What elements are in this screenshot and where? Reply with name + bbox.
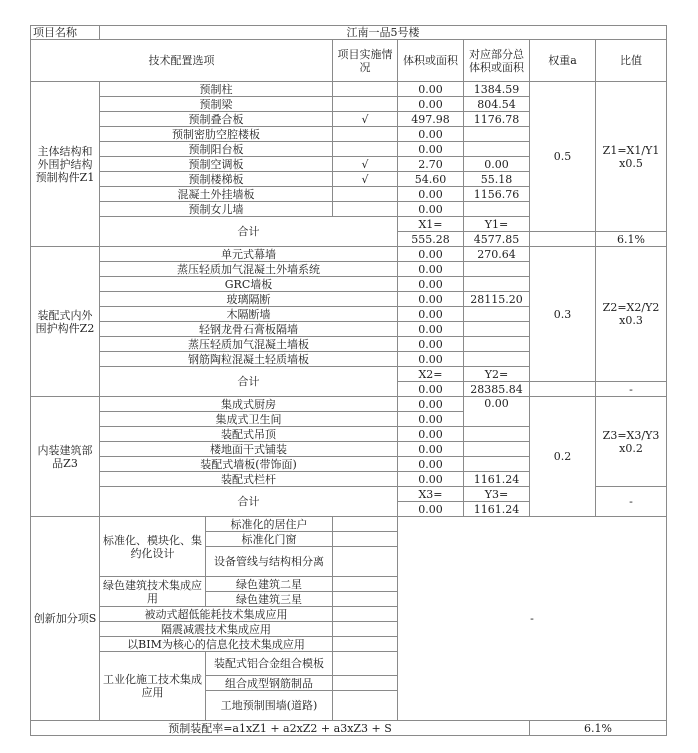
- z3-item-value: 0.00: [398, 397, 464, 412]
- footer-formula: 预制装配率=a1xZ1 + a2xZ2 + a3xZ3 + S: [31, 721, 530, 736]
- z3-item-value: 0.00: [398, 472, 464, 487]
- z1-item-value: 54.60: [398, 172, 464, 187]
- z3-kitchen-bath-total: 0.00: [464, 397, 530, 427]
- bonus-passive: 被动式超低能耗技术集成应用: [100, 607, 333, 622]
- z3-weight: 0.2: [530, 397, 596, 517]
- footer-result: 6.1%: [530, 721, 667, 736]
- z2-item-value: 0.00: [398, 322, 464, 337]
- z2-item-value: 0.00: [398, 277, 464, 292]
- z1-item-total: 1384.59: [464, 82, 530, 97]
- z3-sum-label: 合计: [100, 487, 398, 517]
- z2-item-value: 0.00: [398, 262, 464, 277]
- z1-item-check: √: [333, 112, 398, 127]
- z1-item-check: [333, 82, 398, 97]
- z3-item-name: 装配式栏杆: [100, 472, 398, 487]
- z1-item-check: [333, 187, 398, 202]
- z1-formula: Z1=X1/Y1 x0.5: [596, 82, 667, 232]
- header-implementation: 项目实施情况: [333, 40, 398, 82]
- bonus-industrial-check: [333, 652, 398, 676]
- z2-formula: Z2=X2/Y2 x0.3: [596, 247, 667, 382]
- z3-item-total: [464, 427, 530, 442]
- z3-x-label: X3=: [398, 487, 464, 502]
- project-name-label: 项目名称: [31, 26, 100, 40]
- z1-weight: 0.5: [530, 82, 596, 232]
- z2-x-label: X2=: [398, 367, 464, 382]
- z1-item-total: [464, 202, 530, 217]
- header-weight: 权重a: [530, 40, 596, 82]
- z3-item-total: [464, 442, 530, 457]
- z1-item-total: 1176.78: [464, 112, 530, 127]
- z2-item-total: [464, 307, 530, 322]
- z3-item-name: 集成式厨房: [100, 397, 398, 412]
- z1-item-name: 预制女儿墙: [100, 202, 333, 217]
- z1-item-value: 0.00: [398, 97, 464, 112]
- bonus-industrial-check: [333, 691, 398, 721]
- z1-item-total: [464, 127, 530, 142]
- bonus-bim: 以BIM为核心的信息化技术集成应用: [100, 637, 333, 652]
- z1-item-name: 预制空调板: [100, 157, 333, 172]
- z2-item-name: 钢筋陶粒混凝土轻质墙板: [100, 352, 398, 367]
- bonus-standard-check: [333, 517, 398, 532]
- z1-item-value: 0.00: [398, 127, 464, 142]
- z3-item-value: 0.00: [398, 412, 464, 427]
- header-ratio: 比值: [596, 40, 667, 82]
- z1-item-value: 0.00: [398, 142, 464, 157]
- header-volume-area: 体积或面积: [398, 40, 464, 82]
- bonus-bim-check: [333, 637, 398, 652]
- z1-item-name: 预制阳台板: [100, 142, 333, 157]
- z3-item-value: 0.00: [398, 457, 464, 472]
- bonus-result: -: [398, 517, 667, 721]
- project-name: 江南一品5号楼: [100, 26, 667, 40]
- z2-item-value: 0.00: [398, 337, 464, 352]
- z2-sum-label: 合计: [100, 367, 398, 397]
- z2-item-name: 木隔断墙: [100, 307, 398, 322]
- z1-title: 主体结构和外围护结构预制构件Z1: [31, 82, 100, 247]
- z1-item-check: [333, 127, 398, 142]
- z1-item-name: 预制柱: [100, 82, 333, 97]
- z1-sum-label: 合计: [100, 217, 398, 247]
- z2-item-total: 28115.20: [464, 292, 530, 307]
- bonus-standard-group: 标准化、模块化、集约化设计: [100, 517, 206, 577]
- z1-item-value: 497.98: [398, 112, 464, 127]
- bonus-industrial-group: 工业化施工技术集成应用: [100, 652, 206, 721]
- z1-y-label: Y1=: [464, 217, 530, 232]
- prefab-rate-table: [30, 25, 667, 736]
- bonus-industrial-item: 工地预制围墙(道路): [206, 691, 333, 721]
- z2-item-name: 蒸压轻质加气混凝土墙板: [100, 337, 398, 352]
- bonus-green-group: 绿色建筑技术集成应用: [100, 577, 206, 607]
- z2-result: -: [596, 382, 667, 397]
- z1-item-total: 804.54: [464, 97, 530, 112]
- z1-item-total: 0.00: [464, 157, 530, 172]
- z1-item-value: 2.70: [398, 157, 464, 172]
- z3-y-value: 1161.24: [464, 502, 530, 517]
- z1-item-check: √: [333, 172, 398, 187]
- z1-item-value: 0.00: [398, 187, 464, 202]
- bonus-industrial-check: [333, 676, 398, 691]
- bonus-standard-item: 设备管线与结构相分离: [206, 547, 333, 577]
- z2-title: 装配式内外围护构件Z2: [31, 247, 100, 397]
- z1-item-name: 预制叠合板: [100, 112, 333, 127]
- z1-item-name: 预制梁: [100, 97, 333, 112]
- z2-item-name: 玻璃隔断: [100, 292, 398, 307]
- z3-item-name: 装配式吊顶: [100, 427, 398, 442]
- z1-item-total: [464, 142, 530, 157]
- z3-item-name: 楼地面干式铺装: [100, 442, 398, 457]
- z3-x-value: 0.00: [398, 502, 464, 517]
- z1-x-label: X1=: [398, 217, 464, 232]
- bonus-standard-item: 标准化的居住户: [206, 517, 333, 532]
- z2-item-value: 0.00: [398, 352, 464, 367]
- z1-item-check: [333, 202, 398, 217]
- z2-item-name: 轻钢龙骨石膏板隔墙: [100, 322, 398, 337]
- z3-y-label: Y3=: [464, 487, 530, 502]
- z3-result: -: [596, 487, 667, 517]
- z2-item-total: [464, 262, 530, 277]
- z1-item-check: √: [333, 157, 398, 172]
- bonus-green-check: [333, 577, 398, 592]
- z1-item-value: 0.00: [398, 202, 464, 217]
- z3-item-name: 装配式墙板(带饰面): [100, 457, 398, 472]
- z1-item-value: 0.00: [398, 82, 464, 97]
- z2-item-value: 0.00: [398, 247, 464, 262]
- z2-item-total: [464, 337, 530, 352]
- z3-item-value: 0.00: [398, 442, 464, 457]
- z2-y-label: Y2=: [464, 367, 530, 382]
- bonus-standard-check: [333, 547, 398, 577]
- z1-result-spacer: [530, 232, 596, 247]
- z2-item-value: 0.00: [398, 292, 464, 307]
- z2-result-spacer: [530, 382, 596, 397]
- z3-item-name: 集成式卫生间: [100, 412, 398, 427]
- bonus-standard-item: 标准化门窗: [206, 532, 333, 547]
- bonus-title: 创新加分项S: [31, 517, 100, 721]
- bonus-green-item: 绿色建筑三星: [206, 592, 333, 607]
- z3-title: 内装建筑部品Z3: [31, 397, 100, 517]
- z1-item-name: 预制楼梯板: [100, 172, 333, 187]
- z2-item-name: 蒸压轻质加气混凝土外墙系统: [100, 262, 398, 277]
- z2-item-name: 单元式幕墙: [100, 247, 398, 262]
- z3-item-total: [464, 457, 530, 472]
- z3-item-value: 0.00: [398, 427, 464, 442]
- z3-formula: Z3=X3/Y3 x0.2: [596, 397, 667, 487]
- z1-y-value: 4577.85: [464, 232, 530, 247]
- z1-item-check: [333, 142, 398, 157]
- bonus-industrial-item: 组合成型钢筋制品: [206, 676, 333, 691]
- z2-y-value: 28385.84: [464, 382, 530, 397]
- z2-item-total: 270.64: [464, 247, 530, 262]
- bonus-seismic-check: [333, 622, 398, 637]
- z1-result: 6.1%: [596, 232, 667, 247]
- bonus-industrial-item: 装配式铝合金组合模板: [206, 652, 333, 676]
- z1-item-check: [333, 97, 398, 112]
- z3-item-total: 1161.24: [464, 472, 530, 487]
- z2-item-total: [464, 352, 530, 367]
- z1-item-name: 预制密肋空腔楼板: [100, 127, 333, 142]
- z1-item-name: 混凝土外挂墙板: [100, 187, 333, 202]
- z1-x-value: 555.28: [398, 232, 464, 247]
- z2-item-value: 0.00: [398, 307, 464, 322]
- header-total-volume-area: 对应部分总体积或面积: [464, 40, 530, 82]
- header-tech-config: 技术配置选项: [31, 40, 333, 82]
- z1-item-total: 1156.76: [464, 187, 530, 202]
- bonus-standard-check: [333, 532, 398, 547]
- bonus-seismic: 隔震减震技术集成应用: [100, 622, 333, 637]
- z2-weight: 0.3: [530, 247, 596, 382]
- z2-item-name: GRC墙板: [100, 277, 398, 292]
- bonus-passive-check: [333, 607, 398, 622]
- z2-x-value: 0.00: [398, 382, 464, 397]
- bonus-green-check: [333, 592, 398, 607]
- z2-item-total: [464, 277, 530, 292]
- z2-item-total: [464, 322, 530, 337]
- z1-item-total: 55.18: [464, 172, 530, 187]
- bonus-green-item: 绿色建筑二星: [206, 577, 333, 592]
